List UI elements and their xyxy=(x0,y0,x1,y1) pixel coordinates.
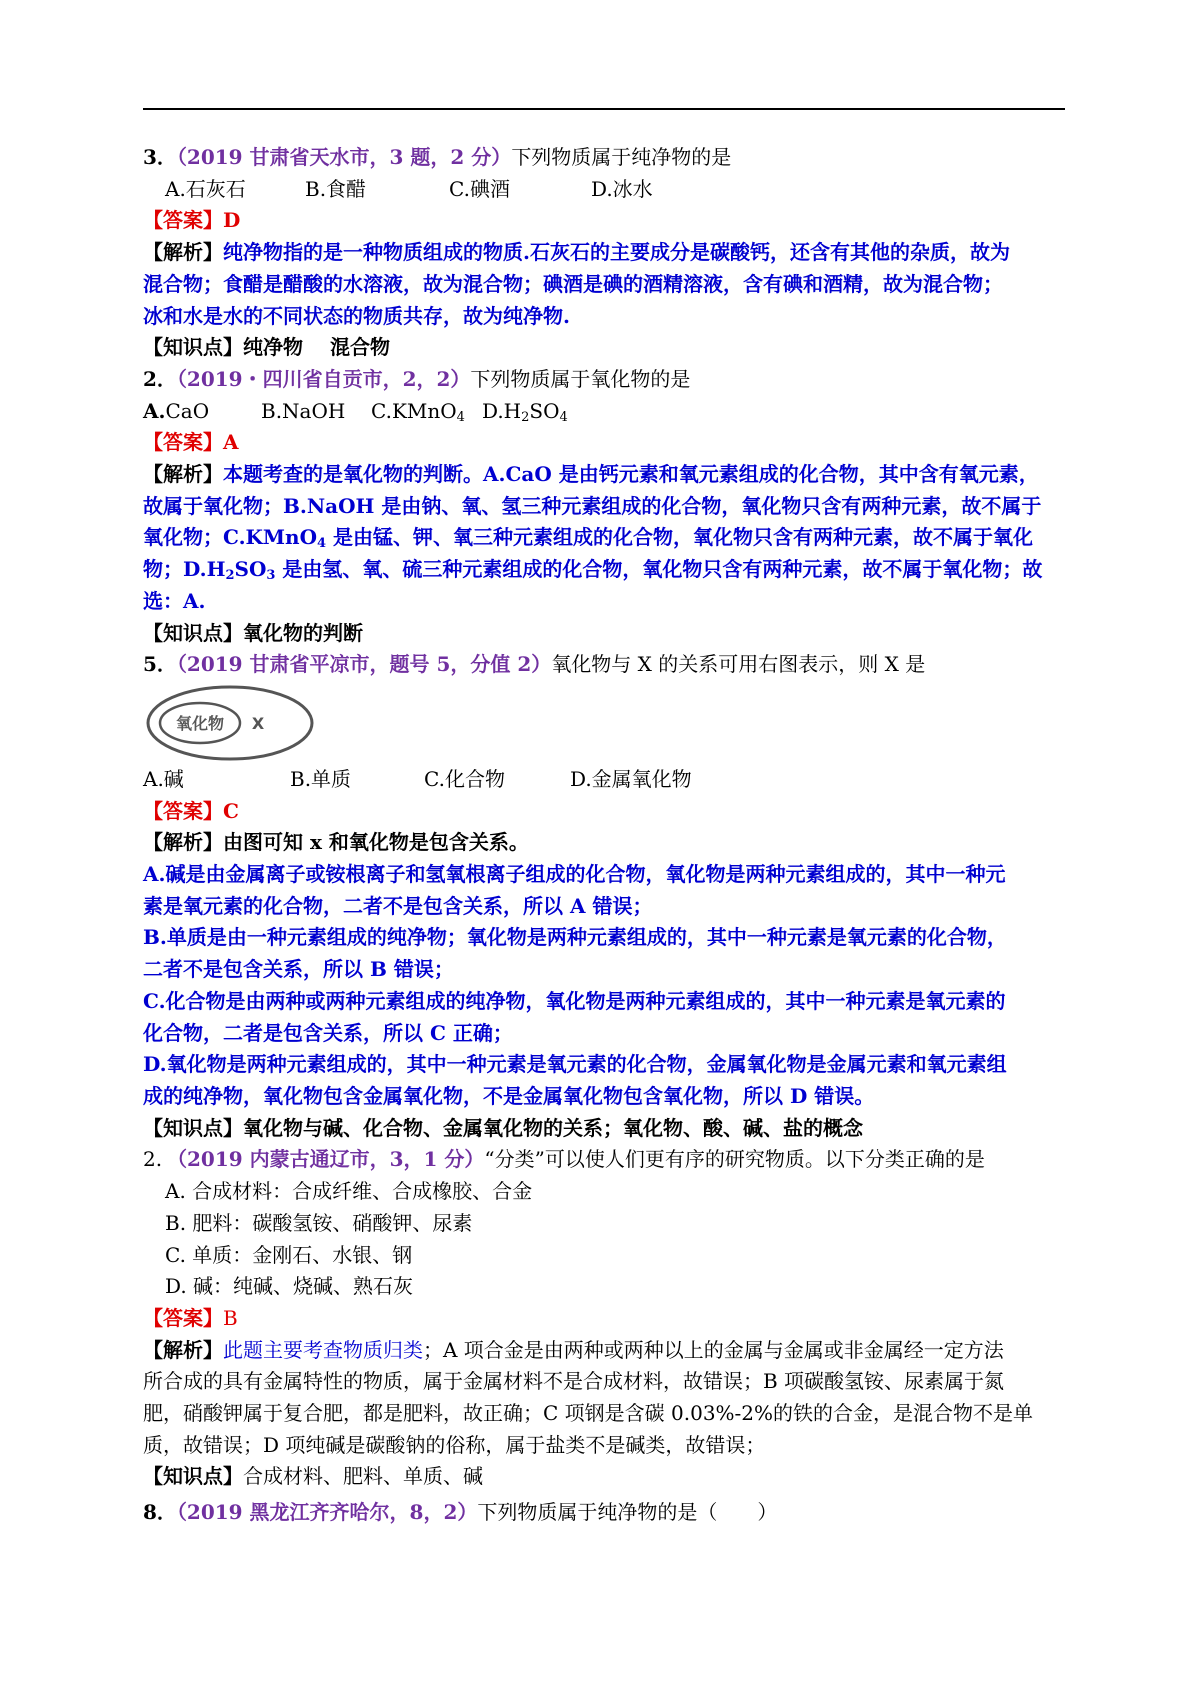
outer-ellipse xyxy=(148,687,312,759)
option-b: B.NaOH xyxy=(261,398,346,423)
analysis-label: 【解析】 xyxy=(143,462,223,487)
answer-label: 【答案】 xyxy=(143,208,223,233)
inner-label: 氧化物 xyxy=(175,713,225,733)
question-source: （2019・四川省自贡市，2，2） xyxy=(176,366,471,391)
q3-analysis-line: B.单质是由一种元素组成的纯净物；氧化物是两种元素组成的，其中一种元素是氧元素的化合物， xyxy=(143,925,1007,950)
q3-knowledge-point xyxy=(143,1113,1073,1145)
kp-label: 【知识点】 xyxy=(143,1464,243,1489)
option-d: $D.H_2SO_4$ xyxy=(482,398,568,425)
outer-label: X xyxy=(251,713,265,733)
q4-option-b: B. 肥料：碳酸氢铵、硝酸钾、尿素 xyxy=(165,1210,473,1235)
q4-stem xyxy=(143,1144,1073,1176)
option-d: D.金属氧化物 xyxy=(570,766,692,791)
kp-label: 【知识点】 xyxy=(143,1115,243,1140)
question-text: “分类”可以使人们更有序的研究物质。以下分类正确的是 xyxy=(484,1147,985,1172)
option-c: C.KMnO$_4$ xyxy=(371,398,465,425)
q2-analysis-line xyxy=(143,459,1073,491)
question-text: 氧化物与 X 的关系可用右图表示，则 X 是 xyxy=(551,652,926,677)
q2-knowledge-point xyxy=(143,618,1073,650)
q3-analysis-line: 成的纯净物，氧化物包含金属氧化物，不是金属氧化物包含氧化物，所以 D 错误。 xyxy=(143,1083,875,1108)
q3-analysis-line xyxy=(143,827,1073,859)
q4-option-d: D. 碱：纯碱、烧碱、熟石灰 xyxy=(165,1274,414,1299)
answer-label: 【答案】 xyxy=(143,798,223,823)
q1-stem xyxy=(143,142,1073,174)
q2-analysis-line: 氧化物；C.KMnO$_4$ 是由锰、钾、氧三种元素组成的化合物，氧化物只含有两种元素，故不属于氧化 xyxy=(143,525,1034,552)
option-a: A.石灰石 xyxy=(165,176,246,201)
header-rule xyxy=(143,108,1065,110)
q3-stem xyxy=(143,649,1073,681)
option-b: B.食醋 xyxy=(305,176,367,201)
analysis-label: 【解析】 xyxy=(143,830,223,855)
kp-label: 【知识点】 xyxy=(143,335,243,360)
q2-analysis-line: 故属于氧化物；B.NaOH 是由钠、氧、氢三种元素组成的化合物，氧化物只含有两种元素，故不属于 xyxy=(143,493,1042,518)
q4-analysis-line: 质，故错误；D 项纯碱是碳酸钠的俗称，属于盐类不是碱类，故错误； xyxy=(143,1432,766,1457)
question-number: 3． xyxy=(143,145,177,169)
kp-text: 纯净物 混合物 xyxy=(243,335,390,360)
question-source: （2019 甘肃省天水市，3 题，2 分） xyxy=(176,145,512,169)
question-text: 下列物质属于纯净物的是 xyxy=(511,145,732,169)
question-source: （2019 黑龙江齐齐哈尔，8，2） xyxy=(176,1500,478,1525)
q4-analysis-line: 肥，硝酸钾属于复合肥，都是肥料，故正确；C 项钢是含碳 0.03%-2%的铁的合金，是混合物不是单 xyxy=(143,1401,1034,1426)
q4-analysis-line xyxy=(143,1335,1073,1367)
q1-analysis-line: 混合物；食醋是醋酸的水溶液，故为混合物；碘酒是碘的酒精溶液，含有碘和酒精，故为混合物； xyxy=(143,271,1003,296)
option-a: A.CaO xyxy=(143,398,210,423)
question-text: 下列物质属于氧化物的是 xyxy=(470,366,691,391)
analysis-label: 【解析】 xyxy=(143,1337,223,1362)
option-d: D.冰水 xyxy=(591,176,653,201)
q1-knowledge-point xyxy=(143,332,1073,364)
q4-knowledge-point xyxy=(143,1461,1073,1493)
question-source: （2019 甘肃省平凉市，题号 5，分值 2） xyxy=(176,652,552,677)
q2-analysis-line: 物；$D.H_2SO_3$ 是由氢、氧、硫三种元素组成的化合物，氧化物只含有两种元素，故不属于氧化物；故 xyxy=(143,557,1043,584)
analysis-text: 由图可知 x 和氧化物是包含关系。 xyxy=(223,830,529,855)
q3-options xyxy=(143,764,1073,796)
q1-answer xyxy=(143,205,1073,237)
answer-label: 【答案】 xyxy=(143,1305,223,1330)
question-text: 下列物质属于纯净物的是（ ） xyxy=(477,1500,778,1525)
analysis-text: 本题考查的是氧化物的判断。A.CaO 是由钙元素和氧元素组成的化合物，其中含有氧元素， xyxy=(223,462,1039,487)
q2-answer xyxy=(143,427,1073,459)
kp-label: 【知识点】 xyxy=(143,620,243,645)
question-number: 8． xyxy=(143,1500,177,1525)
question-number: 2. xyxy=(143,1147,163,1172)
q3-analysis-line: A.碱是由金属离子或铵根离子和氢氧根离子组成的化合物，氧化物是两种元素组成的，其中一种元 xyxy=(143,862,1006,887)
q2-stem xyxy=(143,364,1073,396)
option-b: B.单质 xyxy=(290,766,352,791)
q2-options xyxy=(143,396,1073,428)
q4-option-c: C. 单质：金刚石、水银、钢 xyxy=(165,1242,413,1267)
q3-analysis-line: 素是氧元素的化合物，二者不是包含关系，所以 A 错误； xyxy=(143,893,653,918)
q3-analysis-line: C.化合物是由两种或两种元素组成的纯净物，氧化物是两种元素组成的，其中一种元素是氧元素的 xyxy=(143,988,1006,1013)
analysis-highlight: 此题主要考查物质归类 xyxy=(223,1337,423,1362)
analysis-text: ；A 项合金是由两种或两种以上的金属与金属或非金属经一定方法 xyxy=(423,1337,1004,1362)
q4-option-a: A. 合成材料：合成纤维、合成橡胶、合金 xyxy=(165,1179,533,1204)
q1-options xyxy=(143,174,1073,206)
option-c: C.化合物 xyxy=(424,766,505,791)
answer-value: A xyxy=(223,430,239,455)
answer-value: D xyxy=(223,208,241,233)
answer-value: B xyxy=(223,1305,238,1330)
q3-analysis-line: 化合物，二者是包含关系，所以 C 正确； xyxy=(143,1020,513,1045)
kp-text: 氧化物的判断 xyxy=(243,620,363,645)
question-number: 5． xyxy=(143,652,177,677)
venn-diagram xyxy=(143,681,1073,764)
q1-analysis-line: 冰和水是水的不同状态的物质共存，故为纯净物. xyxy=(143,303,570,328)
q5-stem xyxy=(143,1497,1073,1529)
question-number: 2． xyxy=(143,366,177,391)
analysis-text: 纯净物指的是一种物质组成的物质.石灰石的主要成分是碳酸钙，还含有其他的杂质，故为 xyxy=(223,240,1010,265)
option-a: A.碱 xyxy=(143,766,184,791)
kp-text: 氧化物与碱、化合物、金属氧化物的关系；氧化物、酸、碱、盐的概念 xyxy=(243,1115,863,1140)
answer-label: 【答案】 xyxy=(143,430,223,455)
kp-text: 合成材料、肥料、单质、碱 xyxy=(243,1464,483,1489)
document-body xyxy=(143,142,1073,1529)
q3-analysis-line: 二者不是包含关系，所以 B 错误； xyxy=(143,957,454,982)
q1-analysis-line xyxy=(143,237,1073,269)
q4-answer xyxy=(143,1303,1073,1335)
analysis-label: 【解析】 xyxy=(143,240,223,265)
q2-analysis-line: 选：A. xyxy=(143,588,206,613)
answer-value: C xyxy=(223,798,239,823)
question-source: （2019 内蒙古通辽市，3，1 分） xyxy=(167,1147,485,1172)
q3-analysis-line: D.氧化物是两种元素组成的，其中一种元素是氧元素的化合物，金属氧化物是金属元素和氧元素组 xyxy=(143,1052,1007,1077)
option-c: C.碘酒 xyxy=(449,176,510,201)
venn-diagram-svg xyxy=(145,683,315,763)
q4-analysis-line: 所合成的具有金属特性的物质，属于金属材料不是合成材料，故错误；B 项碳酸氢铵、尿素属于氮 xyxy=(143,1369,1005,1394)
q3-answer xyxy=(143,796,1073,828)
